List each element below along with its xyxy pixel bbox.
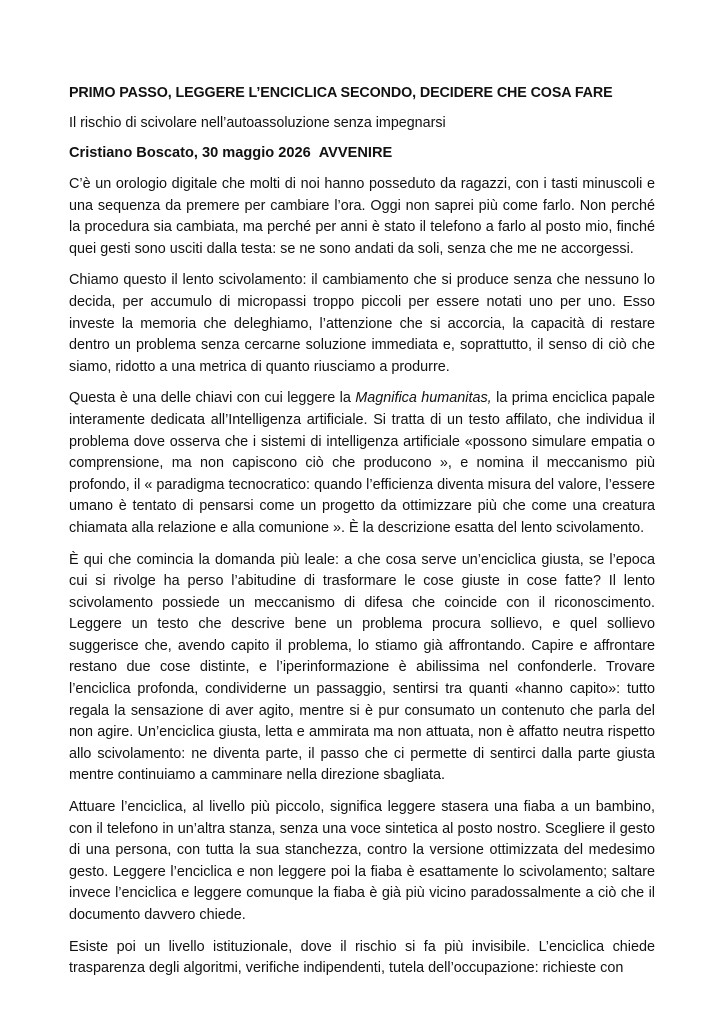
paragraph-3 <box>69 388 655 539</box>
paragraph-2: Chiamo questo il lento scivolamento: il cambiamento che si produce senza che nessuno lo decida, per accumulo di micropassi troppo piccoli per essere notati uno per uno. Esso investe la memoria che deleghiamo, l’attenzione che si accorcia, la capacità di restare dentro un problema senza cercarne soluzione immediata e, soprattutto, il senso di ciò che siamo, ridotto a una metrica di quanto riusciamo a produrre. <box>69 272 655 375</box>
paragraph-3-lead: Questa è una delle chiavi con cui leggere la <box>69 390 356 407</box>
article-byline <box>69 143 655 163</box>
article-subtitle: Il rischio di scivolare nell’autoassoluzione senza impegnarsi <box>69 115 446 131</box>
paragraph-5: Attuare l’enciclica, al livello più piccolo, significa leggere stasera una fiaba a un bambino, con il telefono in un’altra stanza, senza una voce sintetica al posto nostro. Scegliere il gesto di una persona, con tutta la sua stanchezza, contro la versione ottimizzata del medesimo gesto. Leggere l’enciclica e non leggere poi la fiaba è esattamente lo scivolamento; saltare invece l’enciclica e leggere comunque la fiaba è già più vicino paradossalmente a ciò che il documento davvero chiede. <box>69 799 655 923</box>
paragraph-6: Esiste poi un livello istituzionale, dove il rischio si fa più invisibile. L’enciclica chiede trasparenza degli algoritmi, verifiche indipendenti, tutela dell’occupazione: richieste con <box>69 938 655 977</box>
article-body <box>69 83 655 990</box>
author-date: Cristiano Boscato, 30 maggio 2026 <box>69 145 311 161</box>
paragraph-3-rest: la prima enciclica papale interamente dedicata all’Intelligenza artificiale. Si tratta di un testo affilato, che individua il problema dove osserva che i sistemi di intelligenza artificiale «possono simulare empatia o comprensione, ma non capiscono ciò che producono », e nomina il meccanismo più profondo, il « paradigma tecnocratico: quando l’efficienza diventa misura del valore, l’essere umano è tentato di pensarsi come un progetto da ottimizzare più che come una creatura chiamata alla relazione e alla comunione ». È la descrizione esatta del lento scivolamento. <box>69 390 655 536</box>
article-title: PRIMO PASSO, LEGGERE L’ENCICLICA SECONDO, DECIDERE CHE COSA FARE <box>69 85 613 101</box>
paragraph-4: È qui che comincia la domanda più leale: a che cosa serve un’enciclica giusta, se l’epoca cui si rivolge ha perso l’abitudine di trasformare le cose giuste in cose fatte? Il lento scivolamento possiede un meccanismo di difesa che coincide con il riconoscimento. Leggere un testo che descrive bene un problema procura sollievo, e quel sollievo suggerisce che, avendo capito il problema, lo stiamo già affrontando. Capire e affrontare restano due cose distinte, e l’iperinformazione è abilissima nel confonderle. Trovare l’enciclica profonda, condividerne un passaggio, sentirsi tra quanti «hanno capito»: tutto regala la sensazione di aver agito, mentre si è pur consumato un contenuto che parla del non agire. Un’enciclica giusta, letta e ammirata ma non attuata, non è affatto neutra rispetto allo scivolamento: ne diventa parte, il passo che ci permette di sentirci dalla parte giusta mentre continuiamo a camminare nella direzione sbagliata. <box>69 551 655 784</box>
publication-source: AVVENIRE <box>318 145 393 161</box>
paragraph-1: C’è un orologio digitale che molti di noi hanno posseduto da ragazzi, con i tasti minuscoli e una sequenza da premere per cambiare l’ora. Oggi non saprei più come farlo. Non perché la procedura sia cambiata, ma perché per anni è stato il telefono a farlo al posto mio, finché quei gesti sono usciti dalla testa: se ne sono andati da soli, senza che me ne accorgessi. <box>69 176 655 257</box>
encyclical-title: Magnifica humanitas, <box>355 390 492 407</box>
